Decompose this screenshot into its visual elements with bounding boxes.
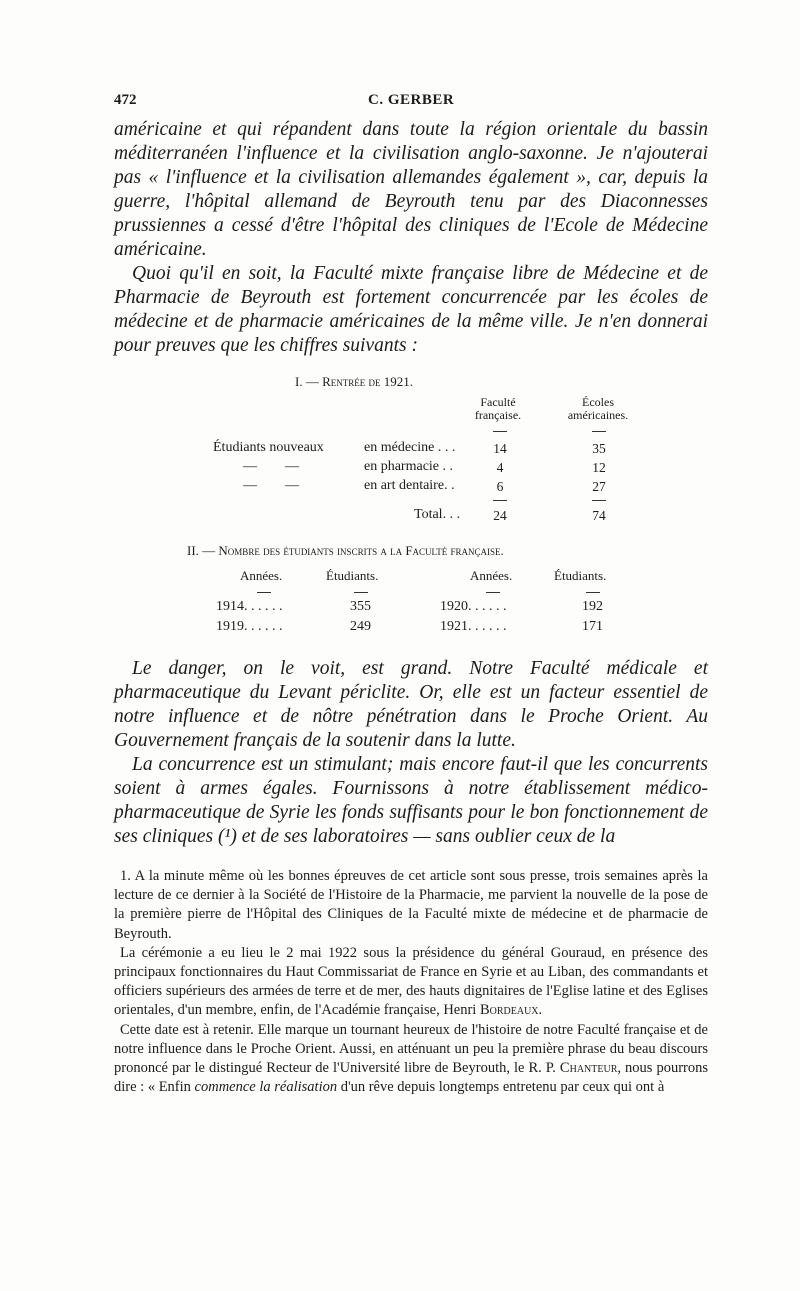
total-rule	[493, 500, 507, 501]
table2-year: 1920. . . . . .	[440, 599, 507, 614]
table1-cell: 12	[592, 460, 606, 475]
table1-row-lead: — —	[243, 459, 299, 474]
table2-count: 355	[350, 599, 371, 614]
table1-cell: 14	[493, 441, 507, 456]
table1-row-lead: Étudiants nouveaux	[213, 440, 324, 455]
header-rule	[354, 592, 368, 593]
table1-total: 24	[493, 508, 507, 523]
table1-total: 74	[592, 508, 606, 523]
table1-col1-header: Faculté française.	[474, 395, 522, 422]
body-text-middle	[114, 657, 708, 849]
body-text-top	[114, 118, 708, 358]
paragraph-concurrence-stimulant: La concurrence est un stimulant; mais encore faut-il que les concurrents soient à armes égales. Fournissons à notre établissement médico-pharmaceutique de Syrie les fonds suffisants pour le bon fonctionnement de ses cliniques (¹) et de ses laboratoires — sans oublier ceux de la	[114, 754, 708, 847]
total-rule	[592, 500, 606, 501]
paragraph-danger: Le danger, on le voit, est grand. Notre Faculté médicale et pharmaceutique du Levant périclite. Or, elle est un facteur essentiel de notre influence et de nôtre pénétration dans le Proche Orient. Au Gouvernement français de la soutenir dans la lutte.	[114, 658, 708, 751]
header-rule	[586, 592, 600, 593]
table1-row-label: en pharmacie . .	[364, 459, 454, 474]
table1-row-lead: — —	[243, 478, 299, 493]
table1-cell: 35	[592, 441, 606, 456]
table2-count: 249	[350, 619, 371, 634]
table1-title: Rentrée de 1921.	[322, 374, 414, 389]
table2-caption: II. — Nombre des étudiants inscrits a la Faculté française.	[187, 543, 504, 558]
table2-header: Années.	[470, 568, 513, 583]
table2-count: 171	[582, 619, 603, 634]
table1-row-label: en médecine . . .	[364, 440, 456, 455]
name-bordeaux: Bordeaux	[479, 1002, 539, 1019]
table1-caption: I. — Rentrée de 1921.	[295, 374, 414, 389]
table1-col2-header: Écoles américaines.	[567, 395, 629, 422]
header-rule	[493, 431, 507, 432]
table2-count: 192	[582, 599, 603, 614]
table2-year: 1919. . . . . .	[216, 619, 283, 634]
table2-header: Étudiants.	[326, 568, 379, 583]
table2-header: Étudiants.	[554, 568, 607, 583]
table1-cell: 4	[496, 460, 504, 475]
header-rule	[592, 431, 606, 432]
table2-year: 1921. . . . . .	[440, 619, 507, 634]
table2-year: 1914. . . . . .	[216, 599, 283, 614]
table1-cell: 27	[592, 479, 606, 494]
table1-total-label: Total. . .	[414, 507, 461, 522]
table2-title: Nombre des étudiants inscrits a la Faculté française.	[218, 543, 504, 558]
table1-row-label: en art dentaire. .	[364, 478, 455, 493]
table1-cell: 6	[496, 479, 504, 494]
page-number: 472	[114, 92, 137, 108]
footnote-1: 1. A la minute même où les bonnes épreuves de cet article sont sous presse, trois semaines après la lecture de ce dernier à la Société de l'Histoire de la Pharmacie, me parvient la nouvelle de la pose de la première pierre de l'Hôpital des Cliniques de la Faculté mixte de médecine et de pharmacie de Beyrouth.	[114, 868, 708, 942]
footnote-date: Cette date est à retenir. Elle marque un tournant heureux de l'histoire de notre Faculté française et de notre influence dans le Proche Orient. Aussi, en atténuant un peu la première phrase du beau discours prononcé par le distingué Recteur de l'Université libre de Beyrouth, le R. P. Chanteur, nous pourrons dire : « Enfin commence la réalisation d'un rêve depuis longtemps entretenu par ceux qui ont à	[114, 1021, 708, 1096]
footnote-reference: (¹)	[217, 826, 237, 847]
footnote-block	[114, 867, 708, 1097]
table2-header: Années.	[240, 568, 283, 583]
name-chanteur: Chanteur	[559, 1060, 618, 1077]
header-rule	[257, 592, 271, 593]
paragraph-continued: américaine et qui répandent dans toute la région orientale du bassin méditerranéen l'influence et la civilisation anglo-saxonne. Je n'ajouterai pas « l'influence et la civilisation allemandes également », car, depuis la guerre, l'hôpital allemand de Beyrouth tenu par des Diaconnesses prussiennes a cessé d'être l'hôpital des cliniques de l'Ecole de Médecine américaine.	[114, 119, 708, 260]
footnote-ceremony: La cérémonie a eu lieu le 2 mai 1922 sous la présidence du général Gouraud, en présence des principaux fonctionnaires du Haut Commissariat de France en Syrie et au Liban, des commandants et officiers supérieurs des armées de terre et de mer, des hauts dignitaires de l'Eglise latine et des Eglises orientales, d'un membre, enfin, de l'Académie française, Henri Bordeaux.	[114, 944, 708, 1019]
paragraph-concurrence: Quoi qu'il en soit, la Faculté mixte française libre de Médecine et de Pharmacie de Beyrouth est fortement concurrencée par les écoles de médecine et de pharmacie américaines de la même ville. Je n'en donnerai pour preuves que les chiffres suivants :	[114, 263, 708, 356]
running-head-author: C. GERBER	[368, 92, 455, 108]
header-rule	[486, 592, 500, 593]
